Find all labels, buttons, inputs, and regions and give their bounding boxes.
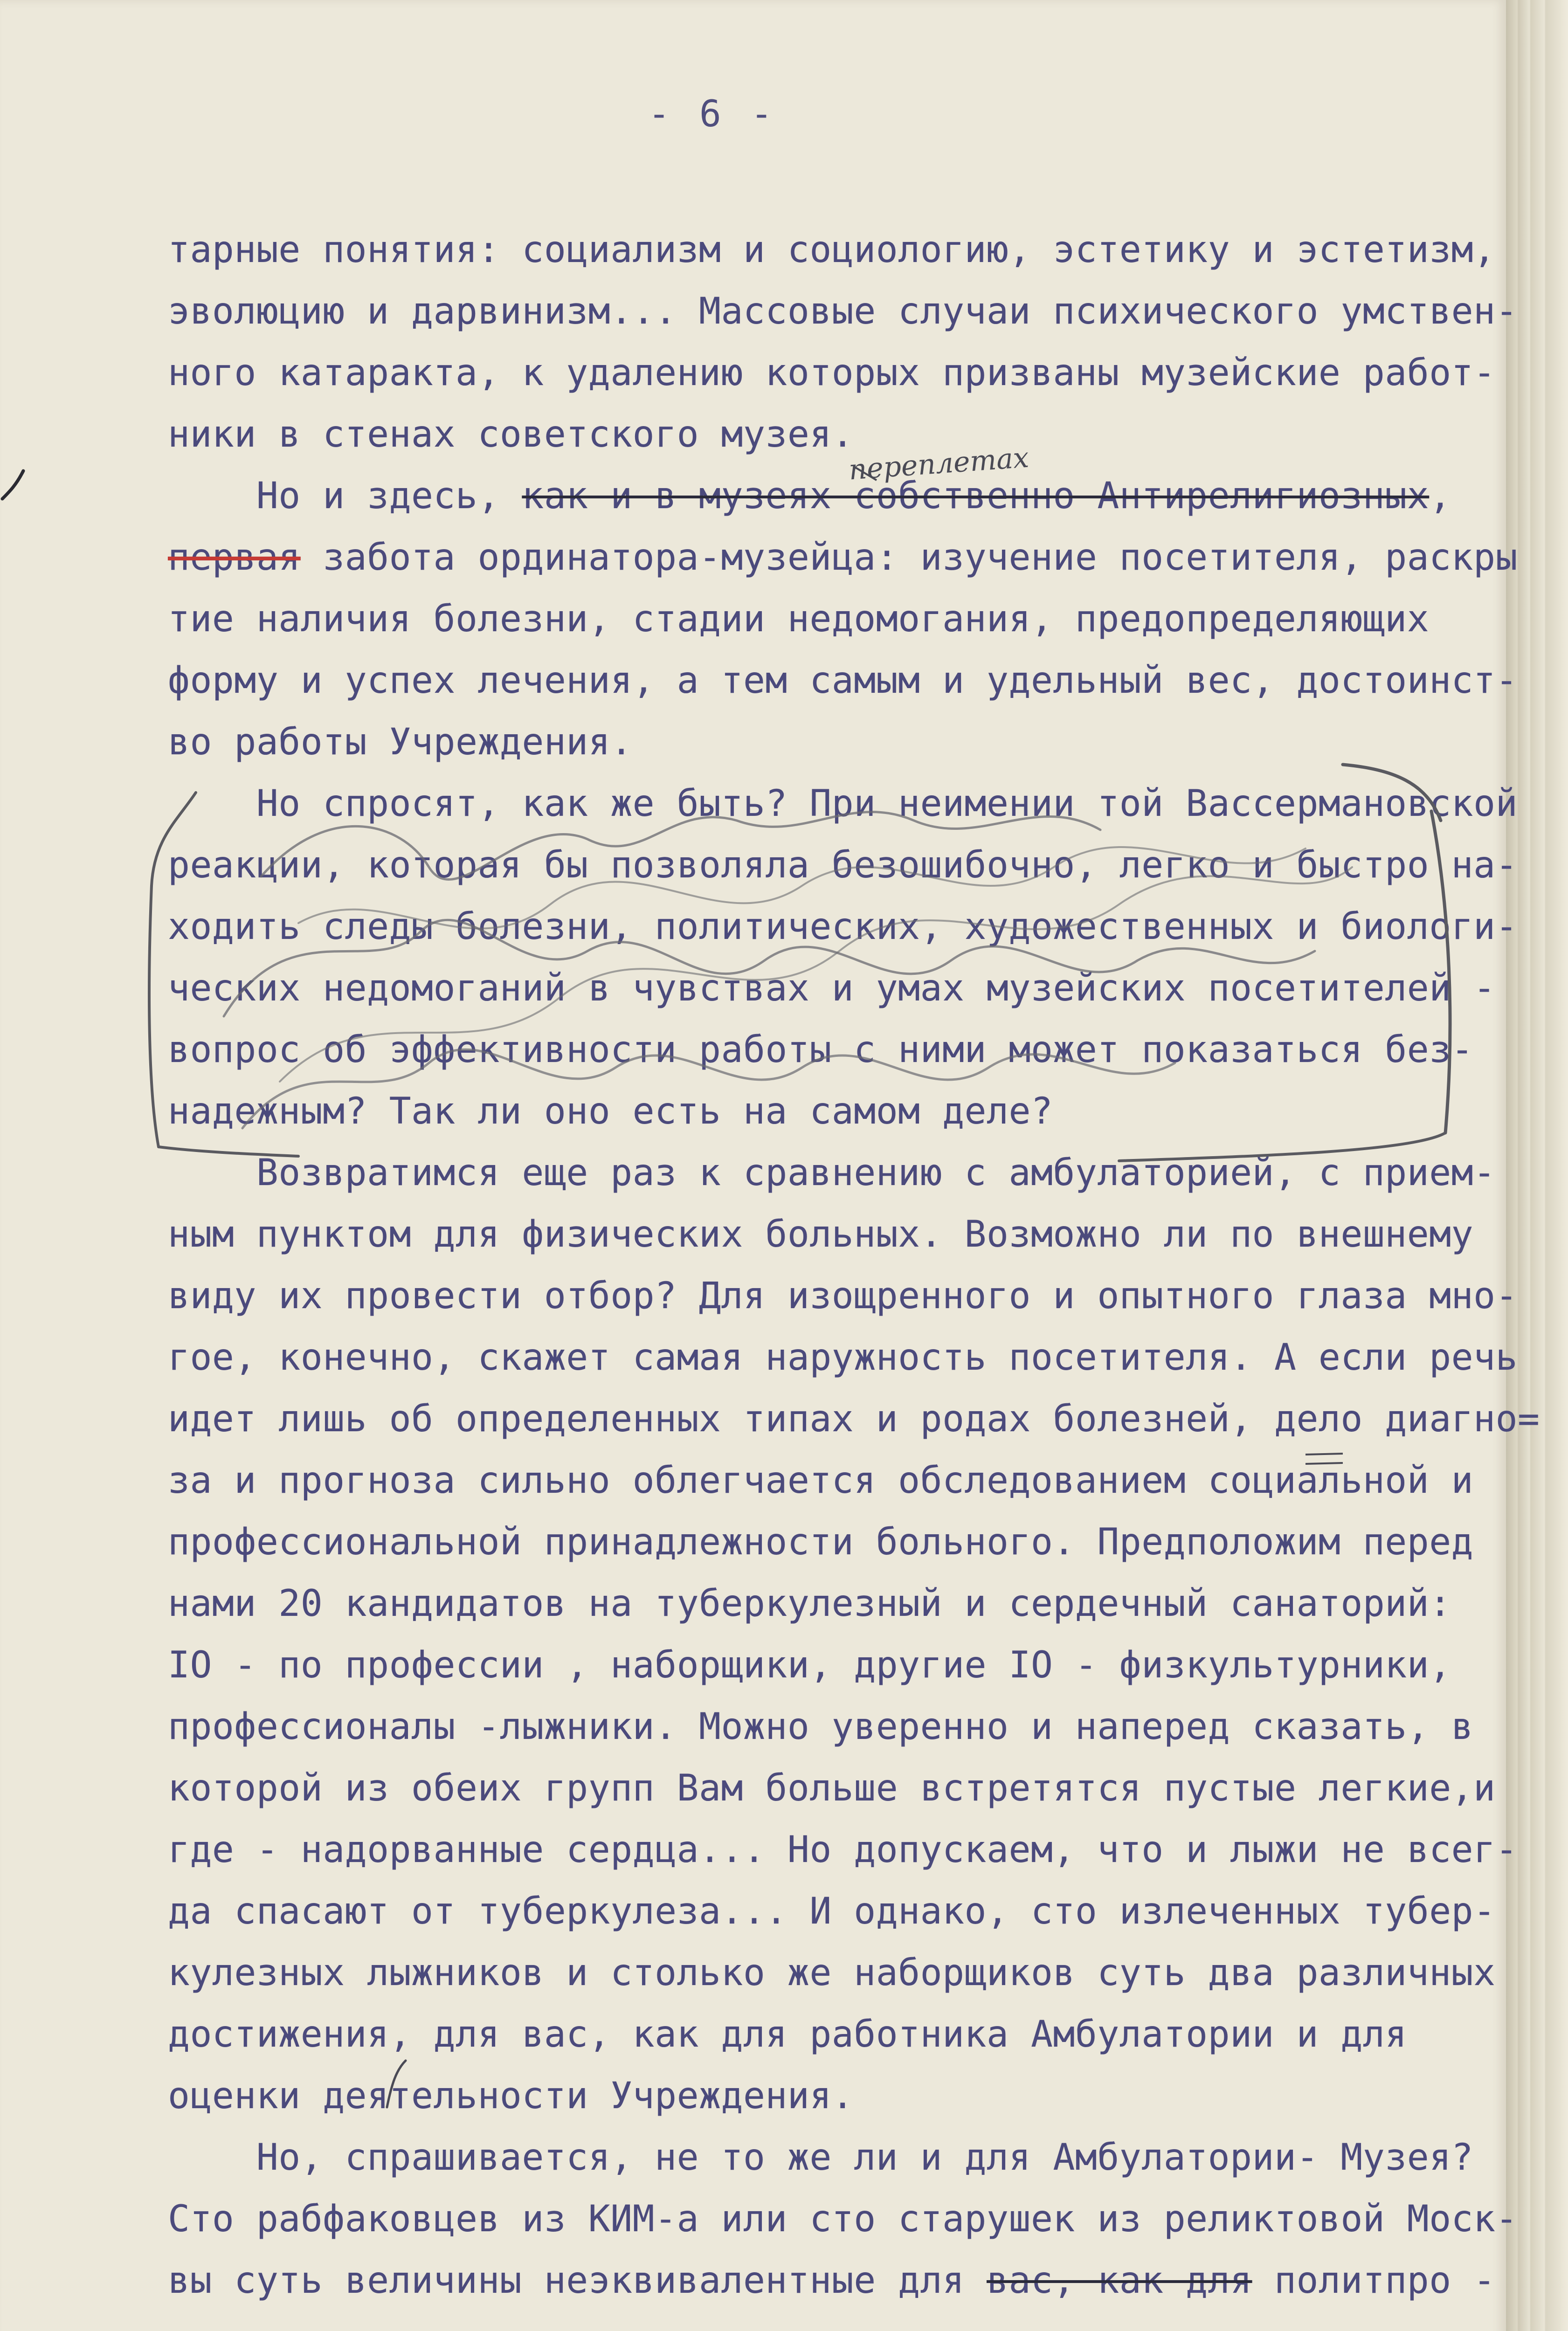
text-line: достижения, для вас, как для работника Амбулатории и для — [168, 2014, 1407, 2055]
text-line: профессиональной принадлежности больного. Предположим перед — [168, 1521, 1474, 1563]
text-line: Возвратимся еще раз к сравнению с амбулаторией, с прием- — [168, 1152, 1496, 1194]
text-line: во работы Учреждения. — [168, 721, 633, 763]
text-line: тарные понятия: социализм и социологию, эстетику и эстетизм, — [168, 229, 1496, 271]
text-line: форму и успех лечения, а тем самым и удельный вес, достоинст- — [168, 660, 1518, 702]
text-line: ники в стенах советского музея. — [168, 414, 854, 455]
stacked-page-edges — [1506, 0, 1568, 2331]
text-line: IO - по профессии , наборщики, другие IO - физкультурники, — [168, 1644, 1451, 1686]
text-line: идет лишь об определенных типах и родах болезней, дело диагно= — [168, 1398, 1540, 1440]
text-line: да спасают от туберкулеза... И однако, сто излеченных тубер- — [168, 1890, 1496, 1932]
margin-tick-mark — [0, 466, 28, 508]
text-line: Сто рабфаковцев из КИМ-а или сто старушек из реликтовой Моск- — [168, 2198, 1518, 2240]
text-line: кулезных лыжников и столько же наборщиков суть два различных — [168, 1952, 1496, 1994]
text-line: которой из обеих групп Вам больше встретятся пустые легкие,и — [168, 1767, 1496, 1809]
text-line: Но, спрашивается, не то же ли и для Амбулатории- Музея? — [168, 2137, 1474, 2179]
text-line: эволюцию и дарвинизм... Массовые случаи психического умствен- — [168, 290, 1518, 332]
red-struck-word: первая — [168, 537, 301, 579]
text-line: нами 20 кандидатов на туберкулезный и сердечный санаторий: — [168, 1583, 1451, 1625]
text-line: гое, конечно, скажет самая наружность посетителя. А если речь — [168, 1337, 1518, 1379]
text-line: ческих недомоганий в чувствах и умах музейских посетителей - — [168, 967, 1496, 1009]
text-line: вы суть величины неэквивалентные для вас, как для политпро - — [168, 2260, 1496, 2302]
text-line: вопрос об эффективности работы с ними может показаться без- — [168, 1029, 1474, 1071]
text-line: Но спросят, как же быть? При неимении той Вассермановской — [168, 783, 1518, 825]
text-line: за и прогноза сильно облегчается обследованием социальной и — [168, 1460, 1474, 1502]
text-line: тие наличия болезни, стадии недомогания, предопределяющих — [168, 598, 1430, 640]
text-line: профессионалы -лыжники. Можно уверенно и наперед сказать, в — [168, 1706, 1474, 1748]
text-line: оценки деятельности Учреждения. — [168, 2075, 854, 2117]
text-line: Но и здесь, как и в музеях собственно Антирелигиозных, — [168, 475, 1451, 517]
text-line: виду их провести отбор? Для изощренного и опытного глаза мно- — [168, 1275, 1518, 1317]
struck-phrase: как и в музеях собственно Антирелигиозных — [522, 475, 1430, 517]
text-line: ходить следы болезни, политических, художественных и биологи- — [168, 906, 1518, 948]
typed-text-body — [168, 219, 1540, 2311]
handwritten-insertion: переплетах — [848, 441, 1030, 487]
struck-phrase: вас, как для — [987, 2260, 1252, 2302]
text-line: первая забота ординатора-музейца: изучение посетителя, раскры — [168, 537, 1518, 579]
text-line: ным пунктом для физических больных. Возможно ли по внешнему — [168, 1214, 1474, 1255]
text-line: ного катаракта, к удалению которых призваны музейские работ- — [168, 352, 1496, 394]
text-line: где - надорванные сердца... Но допускаем, что и лыжи не всег- — [168, 1829, 1518, 1871]
text-line: реакции, которая бы позволяла безошибочно, легко и быстро на- — [168, 844, 1518, 886]
text-line: надежным? Так ли оно есть на самом деле? — [168, 1090, 1053, 1132]
page-number: - 6 - — [648, 93, 776, 135]
